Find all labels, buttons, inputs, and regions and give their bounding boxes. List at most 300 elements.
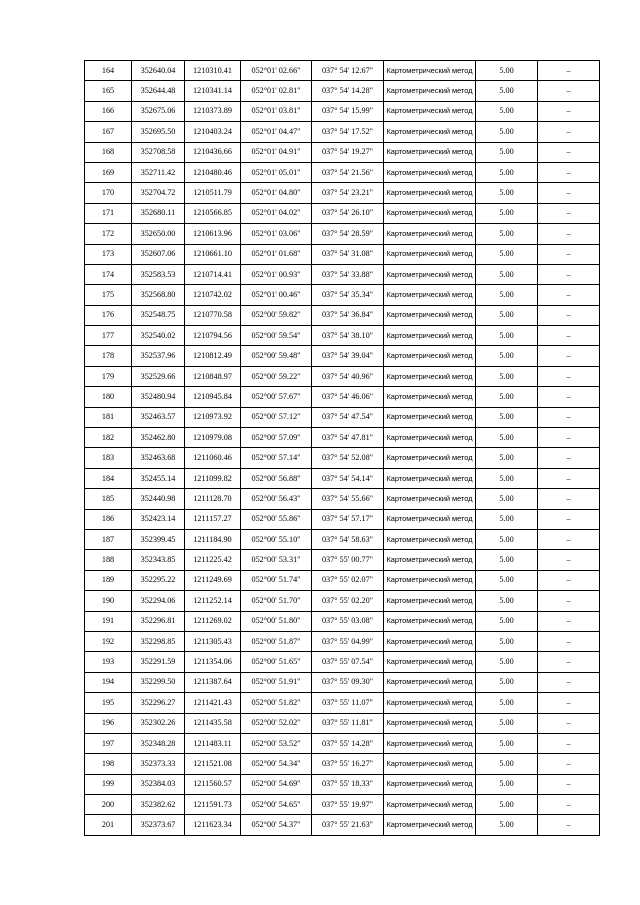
longitude-cell: 037° 55' 14.28" [312,733,384,753]
point-number-cell: 189 [85,570,132,590]
x-coordinate-cell: 352295.22 [132,570,185,590]
x-coordinate-cell: 352299.50 [132,672,185,692]
latitude-cell: 052°00' 59.48" [241,346,312,366]
x-coordinate-cell: 352480.94 [132,387,185,407]
y-coordinate-cell: 1211305.43 [185,631,241,651]
method-cell: Картометрический метод [384,468,476,488]
table-row [85,672,600,692]
x-coordinate-cell: 352711.42 [132,162,185,182]
accuracy-cell: 5.00 [476,754,538,774]
table-row [85,366,600,386]
y-coordinate-cell: 1211623.34 [185,815,241,835]
point-number-cell: 168 [85,142,132,162]
table-row [85,468,600,488]
point-number-cell: 170 [85,183,132,203]
note-cell: – [538,387,600,407]
longitude-cell: 037° 55' 03.08" [312,611,384,631]
y-coordinate-cell: 1211269.02 [185,611,241,631]
point-number-cell: 169 [85,162,132,182]
method-cell: Картометрический метод [384,305,476,325]
y-coordinate-cell: 1211421.43 [185,693,241,713]
note-cell: – [538,774,600,794]
method-cell: Картометрический метод [384,387,476,407]
y-coordinate-cell: 1210812.49 [185,346,241,366]
longitude-cell: 037° 54' 14.28" [312,81,384,101]
method-cell: Картометрический метод [384,326,476,346]
longitude-cell: 037° 54' 38.10" [312,326,384,346]
note-cell: – [538,550,600,570]
accuracy-cell: 5.00 [476,101,538,121]
latitude-cell: 052°00' 54.37" [241,815,312,835]
point-number-cell: 182 [85,428,132,448]
point-number-cell: 165 [85,81,132,101]
accuracy-cell: 5.00 [476,815,538,835]
note-cell: – [538,489,600,509]
table-row [85,693,600,713]
latitude-cell: 052°01' 03.06" [241,224,312,244]
longitude-cell: 037° 55' 16.27" [312,754,384,774]
x-coordinate-cell: 352650.00 [132,224,185,244]
note-cell: – [538,733,600,753]
table-row [85,815,600,835]
note-cell: – [538,713,600,733]
point-number-cell: 177 [85,326,132,346]
accuracy-cell: 5.00 [476,366,538,386]
point-number-cell: 199 [85,774,132,794]
longitude-cell: 037° 54' 55.66" [312,489,384,509]
y-coordinate-cell: 1210511.79 [185,183,241,203]
note-cell: – [538,203,600,223]
table-row [85,489,600,509]
note-cell: – [538,631,600,651]
note-cell: – [538,570,600,590]
point-number-cell: 174 [85,264,132,284]
longitude-cell: 037° 54' 52.08" [312,448,384,468]
note-cell: – [538,428,600,448]
note-cell: – [538,693,600,713]
table-row [85,264,600,284]
table-row [85,326,600,346]
longitude-cell: 037° 55' 18.33" [312,774,384,794]
table-row [85,733,600,753]
coordinates-table-page [84,60,600,836]
x-coordinate-cell: 352440.98 [132,489,185,509]
x-coordinate-cell: 352384.03 [132,774,185,794]
latitude-cell: 052°00' 51.82" [241,693,312,713]
point-number-cell: 195 [85,693,132,713]
table-row [85,774,600,794]
latitude-cell: 052°00' 54.34" [241,754,312,774]
x-coordinate-cell: 352455.14 [132,468,185,488]
table-row [85,570,600,590]
latitude-cell: 052°00' 53.52" [241,733,312,753]
accuracy-cell: 5.00 [476,693,538,713]
method-cell: Картометрический метод [384,101,476,121]
table-row [85,387,600,407]
table-row [85,346,600,366]
y-coordinate-cell: 1211483.11 [185,733,241,753]
point-number-cell: 183 [85,448,132,468]
point-number-cell: 192 [85,631,132,651]
method-cell: Картометрический метод [384,142,476,162]
point-number-cell: 178 [85,346,132,366]
y-coordinate-cell: 1211249.69 [185,570,241,590]
longitude-cell: 037° 54' 36.84" [312,305,384,325]
point-number-cell: 164 [85,61,132,81]
latitude-cell: 052°00' 55.86" [241,509,312,529]
longitude-cell: 037° 55' 04.99" [312,631,384,651]
latitude-cell: 052°00' 59.54" [241,326,312,346]
table-row [85,713,600,733]
point-number-cell: 186 [85,509,132,529]
note-cell: – [538,81,600,101]
y-coordinate-cell: 1211560.57 [185,774,241,794]
table-row [85,407,600,427]
method-cell: Картометрический метод [384,244,476,264]
note-cell: – [538,224,600,244]
accuracy-cell: 5.00 [476,713,538,733]
x-coordinate-cell: 352607.06 [132,244,185,264]
point-number-cell: 167 [85,122,132,142]
table-row [85,652,600,672]
table-row [85,142,600,162]
note-cell: – [538,305,600,325]
table-row [85,81,600,101]
table-row [85,224,600,244]
x-coordinate-cell: 352463.57 [132,407,185,427]
method-cell: Картометрический метод [384,61,476,81]
x-coordinate-cell: 352382.62 [132,795,185,815]
accuracy-cell: 5.00 [476,448,538,468]
y-coordinate-cell: 1210341.14 [185,81,241,101]
x-coordinate-cell: 352680.11 [132,203,185,223]
longitude-cell: 037° 55' 11.81" [312,713,384,733]
accuracy-cell: 5.00 [476,529,538,549]
point-number-cell: 198 [85,754,132,774]
table-row [85,529,600,549]
x-coordinate-cell: 352294.06 [132,591,185,611]
table-row [85,183,600,203]
method-cell: Картометрический метод [384,489,476,509]
longitude-cell: 037° 55' 11.07" [312,693,384,713]
coordinates-table [84,60,600,836]
latitude-cell: 052°00' 55.10" [241,529,312,549]
point-number-cell: 193 [85,652,132,672]
latitude-cell: 052°00' 54.69" [241,774,312,794]
note-cell: – [538,101,600,121]
latitude-cell: 052°00' 51.65" [241,652,312,672]
y-coordinate-cell: 1210742.02 [185,285,241,305]
point-number-cell: 187 [85,529,132,549]
method-cell: Картометрический метод [384,122,476,142]
longitude-cell: 037° 54' 47.54" [312,407,384,427]
x-coordinate-cell: 352675.06 [132,101,185,121]
latitude-cell: 052°00' 51.87" [241,631,312,651]
accuracy-cell: 5.00 [476,611,538,631]
accuracy-cell: 5.00 [476,428,538,448]
method-cell: Картометрический метод [384,733,476,753]
accuracy-cell: 5.00 [476,468,538,488]
latitude-cell: 052°00' 56.43" [241,489,312,509]
note-cell: – [538,264,600,284]
y-coordinate-cell: 1210403.24 [185,122,241,142]
accuracy-cell: 5.00 [476,774,538,794]
latitude-cell: 052°00' 51.91" [241,672,312,692]
longitude-cell: 037° 55' 21.63" [312,815,384,835]
x-coordinate-cell: 352296.27 [132,693,185,713]
latitude-cell: 052°01' 01.68" [241,244,312,264]
point-number-cell: 196 [85,713,132,733]
y-coordinate-cell: 1211387.64 [185,672,241,692]
method-cell: Картометрический метод [384,713,476,733]
point-number-cell: 190 [85,591,132,611]
y-coordinate-cell: 1211354.06 [185,652,241,672]
latitude-cell: 052°01' 03.81" [241,101,312,121]
accuracy-cell: 5.00 [476,244,538,264]
table-row [85,550,600,570]
x-coordinate-cell: 352373.67 [132,815,185,835]
longitude-cell: 037° 54' 39.04" [312,346,384,366]
point-number-cell: 201 [85,815,132,835]
point-number-cell: 194 [85,672,132,692]
note-cell: – [538,591,600,611]
table-row [85,61,600,81]
x-coordinate-cell: 352644.48 [132,81,185,101]
latitude-cell: 052°00' 57.12" [241,407,312,427]
x-coordinate-cell: 352568.80 [132,285,185,305]
note-cell: – [538,346,600,366]
y-coordinate-cell: 1211225.42 [185,550,241,570]
method-cell: Картометрический метод [384,264,476,284]
accuracy-cell: 5.00 [476,652,538,672]
method-cell: Картометрический метод [384,774,476,794]
longitude-cell: 037° 55' 07.54" [312,652,384,672]
latitude-cell: 052°00' 59.82" [241,305,312,325]
y-coordinate-cell: 1210310.41 [185,61,241,81]
table-row [85,611,600,631]
table-row [85,631,600,651]
accuracy-cell: 5.00 [476,183,538,203]
latitude-cell: 052°00' 51.70" [241,591,312,611]
accuracy-cell: 5.00 [476,591,538,611]
accuracy-cell: 5.00 [476,672,538,692]
method-cell: Картометрический метод [384,448,476,468]
latitude-cell: 052°00' 53.31" [241,550,312,570]
longitude-cell: 037° 55' 02.20" [312,591,384,611]
longitude-cell: 037° 54' 35.34" [312,285,384,305]
longitude-cell: 037° 54' 40.96" [312,366,384,386]
longitude-cell: 037° 55' 09.30" [312,672,384,692]
x-coordinate-cell: 352708.58 [132,142,185,162]
point-number-cell: 172 [85,224,132,244]
note-cell: – [538,366,600,386]
x-coordinate-cell: 352695.50 [132,122,185,142]
latitude-cell: 052°00' 57.09" [241,428,312,448]
table-row [85,795,600,815]
y-coordinate-cell: 1210979.08 [185,428,241,448]
longitude-cell: 037° 54' 23.21" [312,183,384,203]
latitude-cell: 052°00' 56.88" [241,468,312,488]
y-coordinate-cell: 1211591.73 [185,795,241,815]
point-number-cell: 185 [85,489,132,509]
y-coordinate-cell: 1211128.70 [185,489,241,509]
table-row [85,285,600,305]
method-cell: Картометрический метод [384,754,476,774]
method-cell: Картометрический метод [384,509,476,529]
x-coordinate-cell: 352291.59 [132,652,185,672]
accuracy-cell: 5.00 [476,570,538,590]
method-cell: Картометрический метод [384,183,476,203]
method-cell: Картометрический метод [384,203,476,223]
longitude-cell: 037° 54' 15.99" [312,101,384,121]
y-coordinate-cell: 1211157.27 [185,509,241,529]
accuracy-cell: 5.00 [476,224,538,244]
point-number-cell: 191 [85,611,132,631]
longitude-cell: 037° 55' 02.07" [312,570,384,590]
note-cell: – [538,815,600,835]
y-coordinate-cell: 1210566.85 [185,203,241,223]
method-cell: Картометрический метод [384,570,476,590]
y-coordinate-cell: 1211435.58 [185,713,241,733]
accuracy-cell: 5.00 [476,81,538,101]
method-cell: Картометрический метод [384,81,476,101]
x-coordinate-cell: 352298.85 [132,631,185,651]
table-row [85,448,600,468]
point-number-cell: 197 [85,733,132,753]
longitude-cell: 037° 54' 19.27" [312,142,384,162]
y-coordinate-cell: 1211252.14 [185,591,241,611]
latitude-cell: 052°00' 54.65" [241,795,312,815]
x-coordinate-cell: 352540.02 [132,326,185,346]
point-number-cell: 176 [85,305,132,325]
table-row [85,162,600,182]
x-coordinate-cell: 352529.66 [132,366,185,386]
accuracy-cell: 5.00 [476,489,538,509]
accuracy-cell: 5.00 [476,305,538,325]
accuracy-cell: 5.00 [476,142,538,162]
x-coordinate-cell: 352373.33 [132,754,185,774]
table-row [85,591,600,611]
longitude-cell: 037° 54' 28.59" [312,224,384,244]
method-cell: Картометрический метод [384,162,476,182]
y-coordinate-cell: 1211099.82 [185,468,241,488]
note-cell: – [538,142,600,162]
accuracy-cell: 5.00 [476,61,538,81]
latitude-cell: 052°01' 04.47" [241,122,312,142]
note-cell: – [538,407,600,427]
x-coordinate-cell: 352704.72 [132,183,185,203]
note-cell: – [538,672,600,692]
x-coordinate-cell: 352537.96 [132,346,185,366]
method-cell: Картометрический метод [384,285,476,305]
point-number-cell: 180 [85,387,132,407]
longitude-cell: 037° 54' 57.17" [312,509,384,529]
point-number-cell: 184 [85,468,132,488]
point-number-cell: 200 [85,795,132,815]
accuracy-cell: 5.00 [476,285,538,305]
latitude-cell: 052°01' 02.66" [241,61,312,81]
accuracy-cell: 5.00 [476,122,538,142]
accuracy-cell: 5.00 [476,550,538,570]
method-cell: Картометрический метод [384,346,476,366]
latitude-cell: 052°00' 59.22" [241,366,312,386]
note-cell: – [538,244,600,264]
note-cell: – [538,754,600,774]
y-coordinate-cell: 1210794.56 [185,326,241,346]
method-cell: Картометрический метод [384,693,476,713]
latitude-cell: 052°01' 05.01" [241,162,312,182]
y-coordinate-cell: 1210613.96 [185,224,241,244]
method-cell: Картометрический метод [384,224,476,244]
point-number-cell: 166 [85,101,132,121]
table-row [85,122,600,142]
longitude-cell: 037° 54' 12.67" [312,61,384,81]
accuracy-cell: 5.00 [476,387,538,407]
point-number-cell: 188 [85,550,132,570]
table-row [85,428,600,448]
accuracy-cell: 5.00 [476,264,538,284]
y-coordinate-cell: 1210373.89 [185,101,241,121]
method-cell: Картометрический метод [384,591,476,611]
method-cell: Картометрический метод [384,529,476,549]
accuracy-cell: 5.00 [476,326,538,346]
method-cell: Картометрический метод [384,631,476,651]
point-number-cell: 181 [85,407,132,427]
latitude-cell: 052°01' 02.81" [241,81,312,101]
note-cell: – [538,162,600,182]
method-cell: Картометрический метод [384,795,476,815]
x-coordinate-cell: 352343.85 [132,550,185,570]
table-row [85,305,600,325]
accuracy-cell: 5.00 [476,203,538,223]
latitude-cell: 052°01' 00.46" [241,285,312,305]
longitude-cell: 037° 54' 47.81" [312,428,384,448]
latitude-cell: 052°00' 51.74" [241,570,312,590]
method-cell: Картометрический метод [384,407,476,427]
y-coordinate-cell: 1210714.41 [185,264,241,284]
method-cell: Картометрический метод [384,550,476,570]
method-cell: Картометрический метод [384,652,476,672]
accuracy-cell: 5.00 [476,509,538,529]
accuracy-cell: 5.00 [476,631,538,651]
table-row [85,509,600,529]
x-coordinate-cell: 352463.68 [132,448,185,468]
table-row [85,754,600,774]
y-coordinate-cell: 1210973.92 [185,407,241,427]
note-cell: – [538,652,600,672]
longitude-cell: 037° 55' 00.77" [312,550,384,570]
table-row [85,203,600,223]
y-coordinate-cell: 1211184.90 [185,529,241,549]
latitude-cell: 052°01' 00.93" [241,264,312,284]
note-cell: – [538,468,600,488]
method-cell: Картометрический метод [384,611,476,631]
x-coordinate-cell: 352462.80 [132,428,185,448]
note-cell: – [538,61,600,81]
method-cell: Картометрический метод [384,815,476,835]
method-cell: Картометрический метод [384,428,476,448]
accuracy-cell: 5.00 [476,733,538,753]
latitude-cell: 052°01' 04.02" [241,203,312,223]
y-coordinate-cell: 1210436.66 [185,142,241,162]
latitude-cell: 052°01' 04.80" [241,183,312,203]
longitude-cell: 037° 54' 58.63" [312,529,384,549]
point-number-cell: 173 [85,244,132,264]
y-coordinate-cell: 1210945.84 [185,387,241,407]
y-coordinate-cell: 1210848.97 [185,366,241,386]
longitude-cell: 037° 54' 26.10" [312,203,384,223]
y-coordinate-cell: 1210661.10 [185,244,241,264]
